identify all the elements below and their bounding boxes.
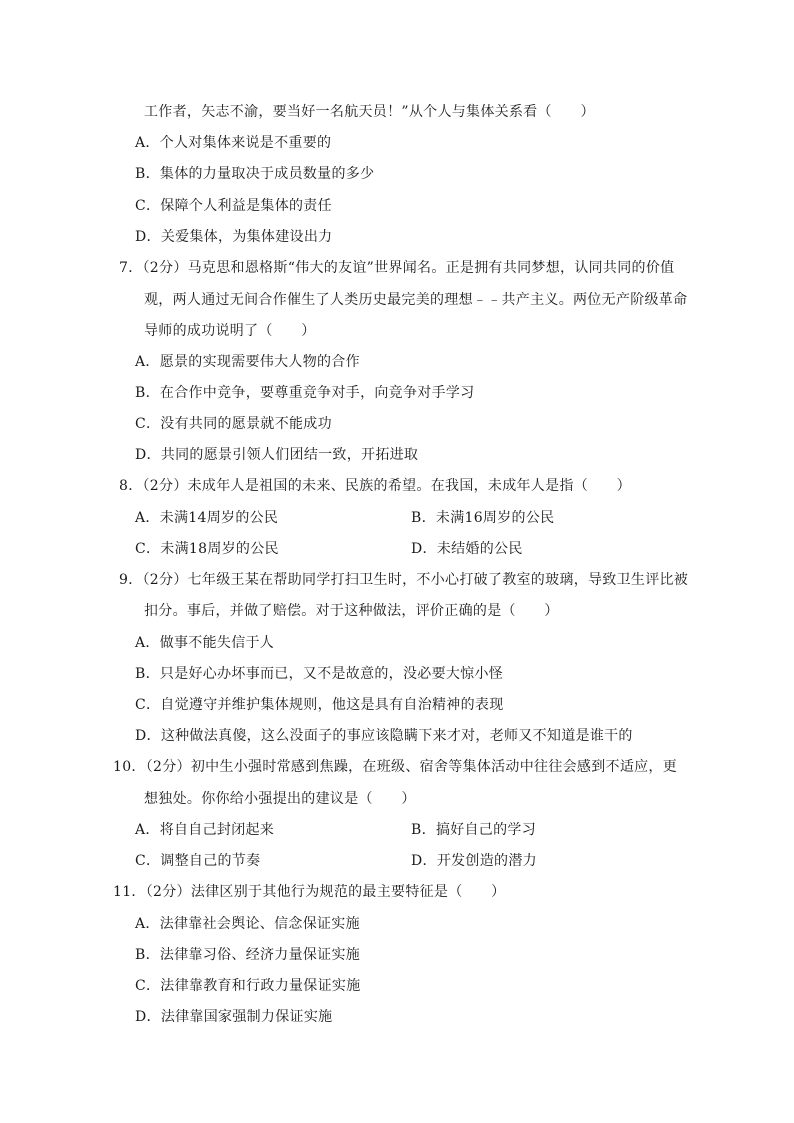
q7-option-d: D．共同的愿景引领人们团结一致，开拓进取 [135, 447, 419, 463]
q7-stem-line-1: 7．（2分）马克思和恩格斯“伟大的友谊”世界闻名。正是拥有共同梦想，认同共同的价值 [119, 260, 675, 276]
q9-option-d: D．这种做法真傻，这么没面子的事应该隐瞒下来才对，老师又不知道是谁干的 [135, 728, 633, 744]
q7-stem-line-2: 观，两人通过无间合作催生了人类历史最完美的理想﹣﹣共产主义。两位无产阶级革命 [144, 292, 688, 308]
q8-stem-line-1: 8．（2分）未成年人是祖国的未来、民族的希望。在我国，未成年人是指（ ） [119, 478, 631, 494]
q7-option-c: C．没有共同的愿景就不能成功 [135, 416, 332, 432]
q6-option-c: C．保障个人利益是集体的责任 [135, 198, 332, 214]
q10-option-b: B．搞好自己的学习 [411, 822, 536, 838]
q8-option-a: A．未满14周岁的公民 [135, 510, 279, 526]
q11-option-d: D．法律靠国家强制力保证实施 [135, 1009, 333, 1025]
q8-option-b: B．未满16周岁的公民 [411, 510, 555, 526]
q6-stem-tail: 工作者，矢志不渝，要当好一名航天员！”从个人与集体关系看（ ） [144, 104, 595, 120]
q10-option-d: D．开发创造的潜力 [411, 853, 537, 869]
q10-stem-line-2: 想独处。你你给小强提出的建议是（ ） [144, 791, 416, 807]
q11-stem-line-1: 11．（2分）法律区别于其他行为规范的最主要特征是（ ） [113, 884, 506, 900]
q10-stem-line-1: 10．（2分）初中生小强时常感到焦躁，在班级、宿舍等集体活动中往往会感到不适应，更 [113, 759, 678, 775]
q8-option-c: C．未满18周岁的公民 [135, 541, 279, 557]
q7-option-b: B．在合作中竞争，要尊重竞争对手，向竞争对手学习 [135, 385, 475, 401]
q9-stem-line-2: 扣分。事后，并做了赔偿。对于这种做法，评价正确的是（ ） [144, 603, 559, 619]
q9-option-b: B．只是好心办坏事而已，又不是故意的，没必要大惊小怪 [135, 666, 504, 682]
q6-option-b: B．集体的力量取决于成员数量的多少 [135, 166, 375, 182]
q10-option-c: C．调整自己的节奏 [135, 853, 261, 869]
q6-option-d: D．关爱集体，为集体建设出力 [135, 229, 333, 245]
q11-option-b: B．法律靠习俗、经济力量保证实施 [135, 947, 361, 963]
q9-stem-line-1: 9．（2分）七年级王某在帮助同学打扫卫生时，不小心打破了教室的玻璃，导致卫生评比被 [119, 572, 689, 588]
q8-option-d: D．未结婚的公民 [411, 541, 523, 557]
q11-option-a: A．法律靠社会舆论、信念保证实施 [135, 916, 360, 932]
q11-option-c: C．法律靠教育和行政力量保证实施 [135, 978, 361, 994]
q7-option-a: A．愿景的实现需要伟大人物的合作 [135, 354, 360, 370]
q6-option-a: A．个人对集体来说是不重要的 [135, 135, 332, 151]
q9-option-a: A．做事不能失信于人 [135, 635, 275, 651]
q9-option-c: C．自觉遵守并维护集体规则，他这是具有自治精神的表现 [135, 697, 504, 713]
q10-option-a: A．将自自己封闭起来 [135, 822, 275, 838]
q7-stem-line-3: 导师的成功说明了（ ） [144, 323, 316, 339]
